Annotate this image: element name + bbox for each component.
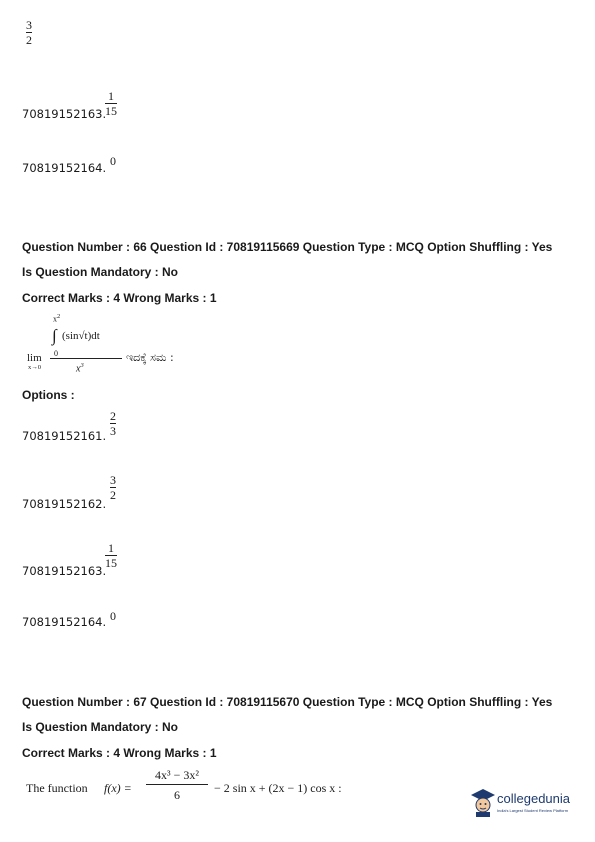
integral-upper-limit: $x^2$ (53, 313, 61, 324)
option-fraction: 1 15 (105, 89, 117, 118)
function-prefix: The function (26, 781, 88, 795)
integral-lower-limit: 0 (54, 349, 58, 358)
option-id: 70819152164. (22, 161, 107, 175)
option-id: 70819152163. (22, 107, 107, 121)
denominator: $x^3$ (76, 362, 84, 375)
function-fx: f(x) = (104, 781, 132, 795)
integrand: (sin√t)dt (62, 330, 100, 342)
function-suffix: − 2 sin x + (2x − 1) cos x : (214, 781, 342, 795)
collegedunia-tagline: India's Largest Student Review Platform (497, 808, 569, 813)
collegedunia-brand: collegedunia (497, 791, 571, 806)
function-expression (26, 768, 386, 804)
fraction-bar (146, 784, 208, 785)
collegedunia-watermark (470, 787, 590, 827)
option-fraction: 1 15 (105, 541, 117, 570)
integral-sign: ∫ (52, 326, 57, 345)
option-value: 0 (110, 609, 116, 623)
question-mandatory: Is Question Mandatory : No (22, 720, 179, 734)
option-id: 70819152162. (22, 497, 107, 511)
limit-expression (22, 312, 202, 374)
lim-subscript: x→0 (28, 364, 41, 371)
question-mandatory: Is Question Mandatory : No (22, 265, 179, 279)
question-header: Question Number : 66 Question Id : 70819115669 Question Type : MCQ Option Shuffling : Yes (22, 240, 553, 254)
fraction-denominator: 2 (26, 33, 32, 47)
option-fraction: 2 3 (110, 409, 116, 438)
function-denominator: 6 (174, 788, 180, 802)
option-id: 70819152163. (22, 564, 107, 578)
kannada-text: ಇದಕ್ಕೆ ಸಮ : (126, 351, 174, 364)
collegedunia-logo-icon (470, 787, 496, 817)
question-header: Question Number : 67 Question Id : 70819115670 Question Type : MCQ Option Shuffling : Yes (22, 695, 553, 709)
function-numerator: 4x³ − 3x² (155, 768, 199, 782)
question-marks: Correct Marks : 4 Wrong Marks : 1 (22, 746, 217, 760)
option-id: 70819152161. (22, 429, 107, 443)
option-value: 0 (110, 154, 116, 168)
options-label: Options : (22, 388, 75, 402)
fraction-bar (50, 358, 122, 359)
top-fraction (26, 19, 32, 46)
question-marks: Correct Marks : 4 Wrong Marks : 1 (22, 291, 217, 305)
option-fraction: 3 2 (110, 473, 116, 502)
option-id: 70819152164. (22, 615, 107, 629)
lim-label: lim (27, 352, 42, 364)
fraction-numerator: 3 (26, 18, 32, 32)
